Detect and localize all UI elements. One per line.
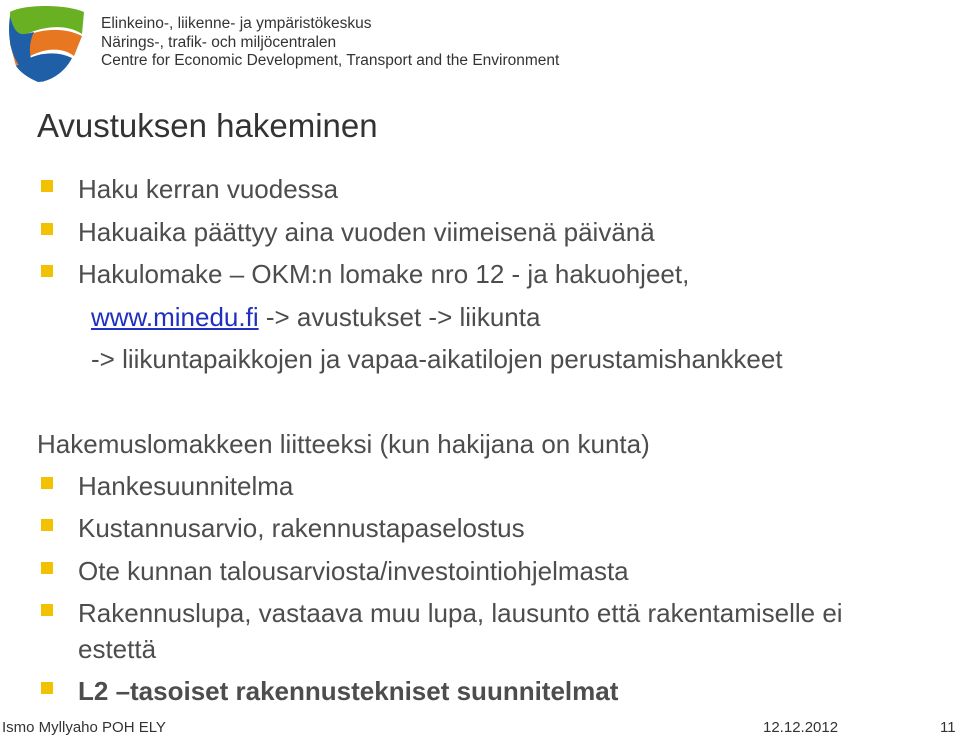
- bullet-marker: [41, 604, 53, 616]
- org-name-swedish: Närings-, trafik- och miljöcentralen: [101, 33, 337, 51]
- footer-page-number: 11: [940, 719, 956, 736]
- link-line: [91, 302, 540, 332]
- minedu-link[interactable]: www.minedu.fi: [91, 302, 259, 332]
- ely-logo-icon: [4, 4, 88, 84]
- bullet-item: Rakennuslupa, vastaava muu lupa, lausunto että rakentamiselle ei: [78, 598, 843, 628]
- bullet-item: Hankesuunnitelma: [78, 471, 294, 501]
- bullet-marker: [41, 477, 53, 489]
- continuation-line: -> liikuntapaikkojen ja vapaa-aikatilojen perustamishankkeet: [91, 344, 783, 374]
- bullet-marker: [41, 519, 53, 531]
- bullet-item: Kustannusarvio, rakennustapaselostus: [78, 513, 525, 543]
- bullet-marker: [41, 682, 53, 694]
- bullet-marker: [41, 223, 53, 235]
- bullet-item-continuation: estettä: [78, 634, 157, 664]
- bullet-marker: [41, 562, 53, 574]
- bullet-marker: [41, 265, 53, 277]
- footer-author: Ismo Myllyaho POH ELY: [2, 719, 166, 736]
- organization-name: [101, 15, 559, 71]
- bullet-item-bold: L2 –tasoiset rakennustekniset suunnitelmat: [78, 676, 619, 706]
- org-name-finnish: Elinkeino-, liikenne- ja ympäristökeskus: [101, 15, 372, 32]
- bullet-item: Hakulomake – OKM:n lomake nro 12 - ja hakuohjeet,: [78, 259, 690, 289]
- bullet-item: Ote kunnan talousarviosta/investointiohjelmasta: [78, 556, 629, 586]
- org-name-english: Centre for Economic Development, Transport and the Environment: [101, 52, 560, 69]
- bullet-item: Hakuaika päättyy aina vuoden viimeisenä päivänä: [78, 217, 655, 247]
- footer-date: 12.12.2012: [763, 719, 839, 736]
- bullet-item: Haku kerran vuodessa: [78, 174, 339, 204]
- slide-title: Avustuksen hakeminen: [37, 107, 378, 144]
- bullet-marker: [41, 180, 53, 192]
- link-suffix: -> avustukset -> liikunta: [258, 302, 541, 332]
- section-heading: Hakemuslomakkeen liitteeksi (kun hakijana on kunta): [37, 429, 650, 459]
